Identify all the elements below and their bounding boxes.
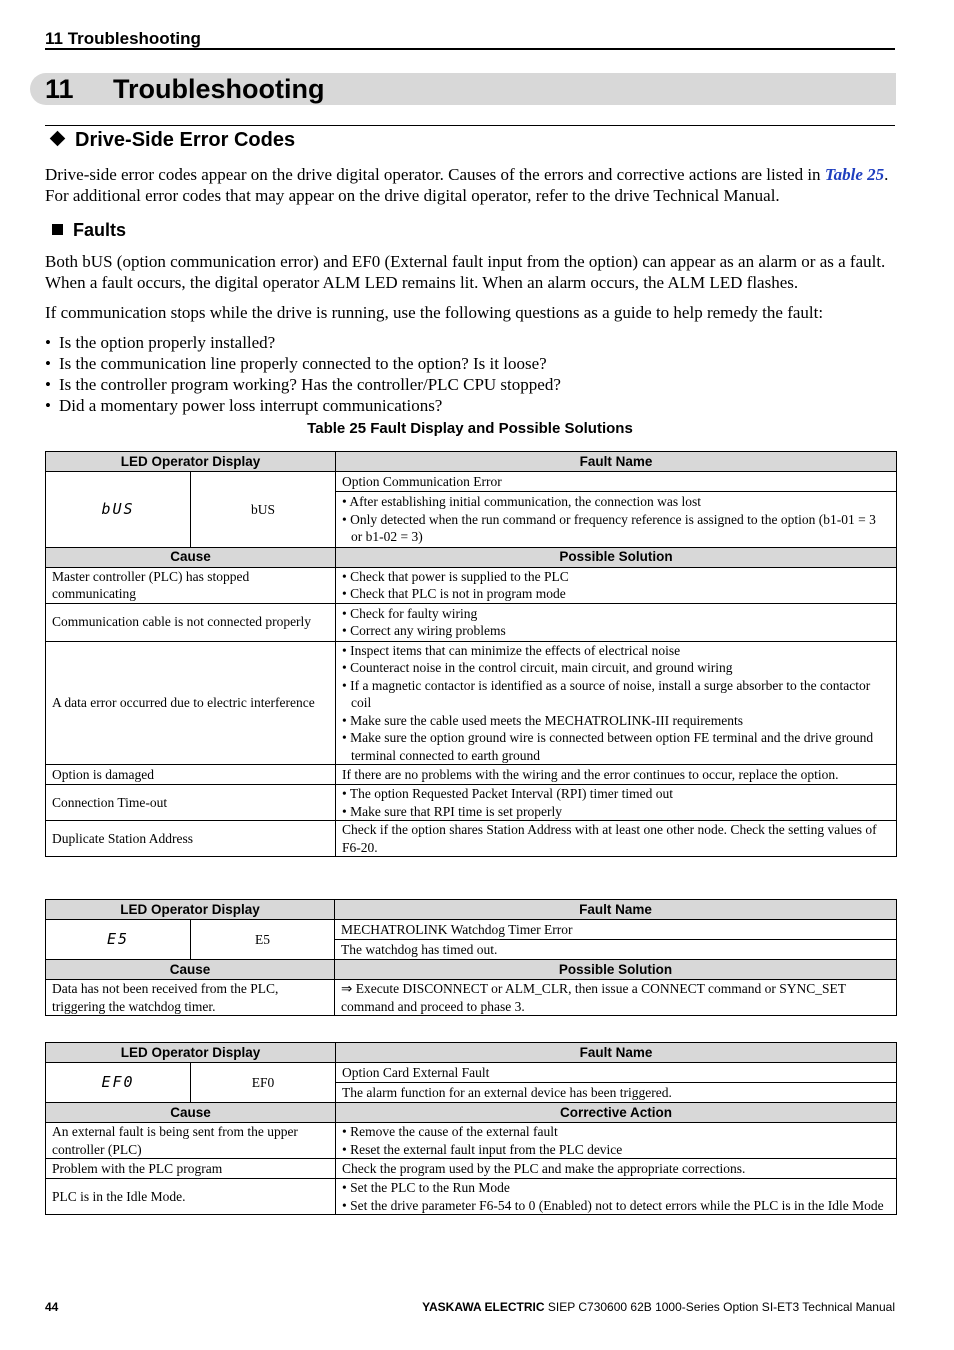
cause-cell: Communication cable is not connected properly bbox=[46, 603, 336, 641]
fault-code: bUS bbox=[191, 472, 336, 548]
cause-cell: Duplicate Station Address bbox=[46, 821, 336, 857]
cause-cell: Connection Time-out bbox=[46, 785, 336, 821]
intro-text-a: Drive-side error codes appear on the drive digital operator. Causes of the errors and corrective actions are listed in bbox=[45, 165, 821, 184]
table-25-link[interactable]: Table 25 bbox=[824, 165, 885, 184]
list-item: • Correct any wiring problems bbox=[342, 622, 890, 640]
list-item: • The option Requested Packet Interval (RPI) timer timed out bbox=[342, 785, 890, 803]
list-item: • Set the PLC to the Run Mode bbox=[342, 1179, 890, 1197]
fault-name-header: Fault Name bbox=[336, 452, 897, 472]
cause-cell: A data error occurred due to electric interference bbox=[46, 641, 336, 765]
led-glyph: E5 bbox=[46, 920, 191, 960]
list-item: • Inspect items that can minimize the effects of electrical noise bbox=[342, 642, 890, 660]
fault-description bbox=[336, 492, 897, 548]
section-heading bbox=[52, 128, 295, 152]
table-row bbox=[46, 1123, 897, 1159]
list-item: • Check that PLC is not in program mode bbox=[342, 585, 890, 603]
cause-cell: PLC is in the Idle Mode. bbox=[46, 1179, 336, 1215]
page-number: 44 bbox=[45, 1300, 59, 1314]
solution-cell bbox=[336, 567, 897, 603]
table-row bbox=[46, 821, 897, 857]
cause-cell: Data has not been received from the PLC, triggering the watchdog timer. bbox=[46, 980, 335, 1016]
list-item: • Is the controller program working? Has the controller/PLC CPU stopped? bbox=[45, 374, 895, 395]
cause-header: Cause bbox=[46, 547, 336, 567]
fault-code: E5 bbox=[191, 920, 335, 960]
table-row bbox=[46, 1179, 897, 1215]
list-item: • Is the communication line properly connected to the option? Is it loose? bbox=[45, 353, 895, 374]
section-rule bbox=[45, 125, 895, 126]
list-item: • Remove the cause of the external fault bbox=[342, 1123, 890, 1141]
running-head: 11 Troubleshooting bbox=[45, 29, 201, 48]
fault-name-header: Fault Name bbox=[336, 1043, 897, 1063]
led-display-header: LED Operator Display bbox=[46, 1043, 336, 1063]
cause-cell: Problem with the PLC program bbox=[46, 1159, 336, 1179]
fault-table-bus bbox=[45, 451, 897, 857]
action-header: Corrective Action bbox=[336, 1103, 897, 1123]
solution-cell bbox=[336, 641, 897, 765]
solution-cell: Check if the option shares Station Address with at least one other node. Check the setting values of F6-20. bbox=[336, 821, 897, 857]
cause-header: Cause bbox=[46, 1103, 336, 1123]
fault-code: EF0 bbox=[191, 1063, 336, 1103]
action-cell: Check the program used by the PLC and make the appropriate corrections. bbox=[336, 1159, 897, 1179]
faults-paragraph-1: Both bUS (option communication error) and EF0 (External fault input from the option) can appear as an alarm or as a fault. When a fault occurs, the digital operator ALM LED remains lit. When an alarm occurs, the ALM LED flashes. bbox=[45, 252, 886, 292]
subsection-title: Faults bbox=[73, 220, 127, 240]
fault-table-e5 bbox=[45, 899, 897, 1016]
list-item: • After establishing initial communication, the connection was lost bbox=[342, 493, 890, 511]
cause-cell: An external fault is being sent from the upper controller (PLC) bbox=[46, 1123, 336, 1159]
list-item: • Check for faulty wiring bbox=[342, 605, 890, 623]
subsection-heading bbox=[52, 219, 126, 241]
intro-text-b: . For additional error codes that may appear on the drive digital operator, refer to the drive Technical Manual. bbox=[45, 165, 889, 205]
cause-cell: Master controller (PLC) has stopped communicating bbox=[46, 567, 336, 603]
list-item: • Make sure the cable used meets the MECHATROLINK-III requirements bbox=[342, 712, 890, 730]
fault-table-ef0 bbox=[45, 1042, 897, 1215]
cause-header: Cause bbox=[46, 960, 335, 980]
list-item: • Did a momentary power loss interrupt communications? bbox=[45, 395, 895, 416]
footer-doc-title: SIEP C730600 62B 1000-Series Option SI-ET3 Technical Manual bbox=[547, 1300, 895, 1314]
question-list bbox=[45, 332, 895, 416]
table-caption: Table 25 Fault Display and Possible Solutions bbox=[307, 420, 633, 437]
list-item: • Set the drive parameter F6-54 to 0 (Enabled) not to detect errors while the PLC is in the Idle Mode bbox=[342, 1197, 890, 1215]
solution-cell: If there are no problems with the wiring and the error continues to occur, replace the option. bbox=[336, 765, 897, 785]
diamond-bullet-icon bbox=[50, 131, 66, 147]
square-bullet-icon bbox=[52, 224, 63, 235]
list-item: • Make sure the option ground wire is connected between option FE terminal and the drive ground terminal connected to earth ground bbox=[342, 729, 890, 764]
list-item: • Make sure that RPI time is set properly bbox=[342, 803, 890, 821]
intro-paragraph bbox=[45, 164, 895, 206]
table-row bbox=[46, 980, 897, 1016]
chapter-title: Troubleshooting bbox=[113, 74, 325, 104]
table-row bbox=[46, 765, 897, 785]
section-title: Drive-Side Error Codes bbox=[75, 129, 296, 151]
table-row bbox=[46, 785, 897, 821]
solution-cell bbox=[336, 785, 897, 821]
list-item: • Counteract noise in the control circuit, main circuit, and ground wiring bbox=[342, 659, 890, 677]
fault-name: MECHATROLINK Watchdog Timer Error bbox=[335, 920, 897, 940]
header-rule bbox=[45, 48, 895, 50]
list-item: • If a magnetic contactor is identified as a source of noise, install a surge absorber to the contactor coil bbox=[342, 677, 890, 712]
table-row bbox=[46, 641, 897, 765]
list-item: • Is the option properly installed? bbox=[45, 332, 895, 353]
fault-name-header: Fault Name bbox=[335, 900, 897, 920]
led-display-header: LED Operator Display bbox=[46, 452, 336, 472]
list-item: • Only detected when the run command or frequency reference is assigned to the option (b1-01 = 3 or b1-02 = 3) bbox=[342, 511, 890, 546]
faults-paragraph-2: If communication stops while the drive is running, use the following questions as a guide to help remedy the fault: bbox=[45, 303, 824, 322]
action-cell bbox=[336, 1123, 897, 1159]
fault-name: Option Communication Error bbox=[336, 472, 897, 492]
led-display-header: LED Operator Display bbox=[46, 900, 335, 920]
footer-brand: YASKAWA ELECTRIC bbox=[422, 1300, 545, 1314]
solution-header: Possible Solution bbox=[336, 547, 897, 567]
table-row bbox=[46, 1159, 897, 1179]
chapter-number: 11 bbox=[45, 74, 74, 104]
footer-doc-info bbox=[422, 1300, 895, 1314]
solution-cell: ⇒ Execute DISCONNECT or ALM_CLR, then issue a CONNECT command or SYNC_SET command and proceed to phase 3. bbox=[335, 980, 897, 1016]
action-cell bbox=[336, 1179, 897, 1215]
solution-cell bbox=[336, 603, 897, 641]
solution-header: Possible Solution bbox=[335, 960, 897, 980]
led-glyph: bUS bbox=[46, 472, 191, 548]
list-item: • Check that power is supplied to the PLC bbox=[342, 568, 890, 586]
cause-cell: Option is damaged bbox=[46, 765, 336, 785]
led-glyph: EF0 bbox=[46, 1063, 191, 1103]
fault-name: Option Card External Fault bbox=[336, 1063, 897, 1083]
fault-description: The alarm function for an external device has been triggered. bbox=[336, 1083, 897, 1103]
table-row bbox=[46, 603, 897, 641]
list-item: • Reset the external fault input from the PLC device bbox=[342, 1141, 890, 1159]
fault-description: The watchdog has timed out. bbox=[335, 940, 897, 960]
table-row bbox=[46, 567, 897, 603]
